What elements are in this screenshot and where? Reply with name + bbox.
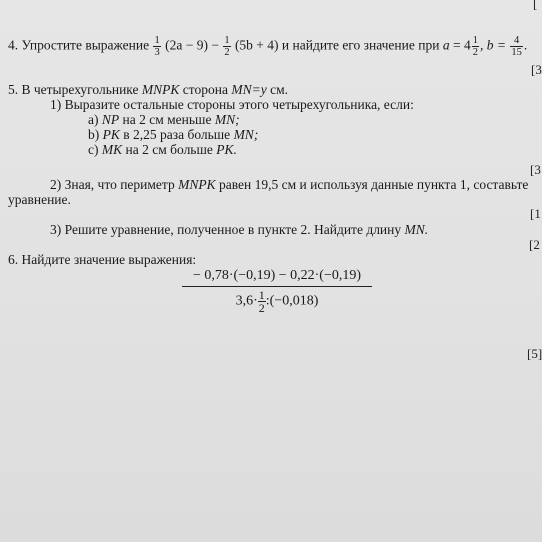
task-5-q2-cont: уравнение. [8,192,71,207]
margin-mark: [ [533,0,538,11]
fraction-one-half: $\frac{1}{2}$ [224,35,230,58]
item-ref: MN; [214,112,240,127]
fraction-a: $\frac{1}{2}$ [472,35,478,58]
q3-name: MN. [404,222,429,237]
item-text: на 2 см меньше [122,112,212,127]
item-ref: MN; [233,127,259,142]
fraction-b: $\frac{4}{15}$ [511,35,522,58]
margin-mark: [3 [531,62,542,77]
item-ref: PK. [216,142,237,157]
task-6-title: 6. Найдите значение выражения: [8,252,197,267]
side-equation: MN=y [231,82,267,97]
side-word: сторона [182,82,228,97]
a-equals: = 4 [452,37,471,53]
numerator: − 0,78·(−0,19) − 0,22·(−0,19) [182,268,372,287]
item-marker: b) [88,127,100,142]
task-5-item-b [88,127,258,143]
variable-a: a [442,37,450,53]
task-5-title [8,82,288,98]
task-4-text: 4. Упростите выражение [8,37,150,53]
period: . [523,37,528,53]
item-text: в 2,25 раза больше [123,127,231,142]
q3-prefix: 3) Решите уравнение, полученное в пункте 2. Найдите длину [50,222,402,237]
margin-mark: [5] [527,346,542,361]
den-prefix: 3,6· [235,293,258,309]
margin-mark: [1 [530,206,541,221]
task-4-expr1: (2a − 9) − [165,37,219,53]
fraction-one-third: $\frac{1}{3}$ [154,35,160,58]
task-6-expression [182,268,372,314]
task-4-expr2: (5b + 4) и найдите его значение при [234,37,440,53]
denominator [182,287,372,314]
quad-name: MNPK [141,82,180,97]
den-suffix: :(−0,018) [265,293,319,309]
task-5-q1: 1) Выразите остальные стороны этого четырехугольника, если: [50,97,414,112]
item-marker: c) [88,142,99,157]
variable-b: , b = [479,37,506,53]
item-text: на 2 см больше [125,142,213,157]
margin-mark: [2 [529,237,540,252]
unit: см. [270,82,288,97]
task-5-q3 [50,222,428,238]
item-var: PK [102,127,120,142]
item-marker: a) [88,112,99,127]
task-5-prefix: 5. В четырехугольнике [8,82,139,97]
task-4 [8,35,527,58]
q2-rest: равен 19,5 см и используя данные пункта 1, составьте [219,177,529,192]
item-var: NP [101,112,120,127]
task-5-q2 [50,177,528,193]
q2-prefix: 2) Зная, что периметр [50,177,175,192]
item-var: MK [101,142,123,157]
q2-name: MNPK [178,177,216,192]
den-fraction: $\frac{1}{2}$ [258,288,265,315]
task-5-item-c [88,142,237,158]
margin-mark: [3 [530,162,541,177]
task-5-item-a [88,112,240,128]
